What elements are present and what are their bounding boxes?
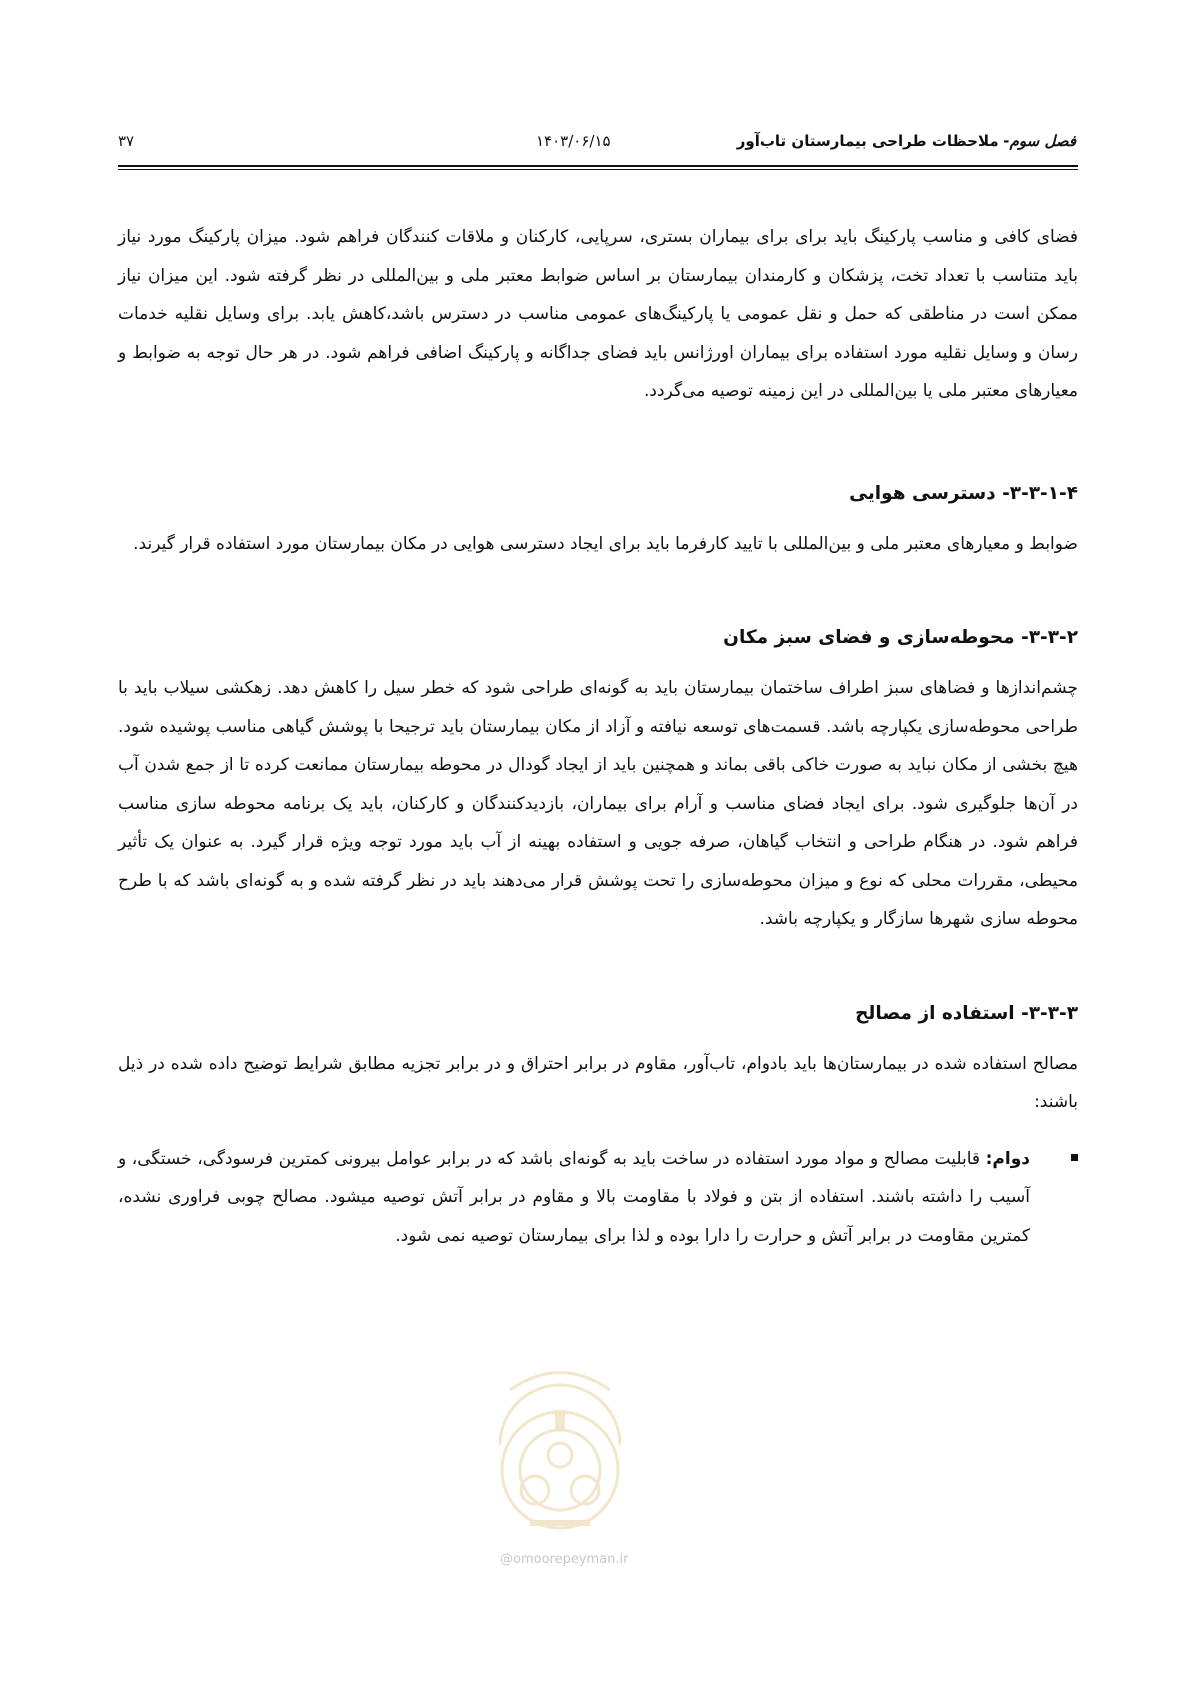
- bullet-list: [118, 1140, 1078, 1256]
- page-number: ۳۷: [118, 132, 135, 150]
- bullet-square-icon: [1071, 1154, 1078, 1161]
- chapter-label: فصل سوم-: [1003, 132, 1076, 150]
- chapter-title: [737, 132, 1076, 150]
- paragraph-parking: فضای کافی و مناسب پارکینگ باید برای برای بیماران بستری، سرپایی، کارکنان و ملاقات کنندگان فراهم شود. میزان پارکینگ مورد نیاز باید متناسب با تعداد تخت، پزشکان و کارمندان بیمارستان بر اساس ضوابط معتبر ملی و بین‌المللی در نظر گرفته شود. این میزان نیاز ممکن است در مناطقی که حمل و نقل عمومی یا پارکینگ‌های عمومی مناسب در دسترس باشد،کاهش یابد. برای وسایل نقلیه خدمات رسان و وسایل نقلیه مورد استفاده برای بیماران اورژانس باید فضای جداگانه و پارکینگ اضافی فراهم شود. در هر حال توجه به ضوابط و معیارهای معتبر ملی یا بین‌المللی در این زمینه توصیه می‌گردد.: [118, 227, 1078, 401]
- chapter-title-text: ملاحظات طراحی بیمارستان تاب‌آور: [736, 132, 999, 150]
- header-date: ۱۴۰۳/۰۶/۱۵: [536, 132, 611, 150]
- paragraph-landscaping: چشم‌اندازها و فضاهای سبز اطراف ساختمان بیمارستان باید به گونه‌ای طراحی شود که خطر سیل را کاهش دهد. زهکشی سیلاب باید با طراحی محوطه‌سازی یکپارچه باشد. قسمت‌های توسعه نیافته و آزاد از مکان بیمارستان باید ترجیحا با پوشش گیاهی مناسب پوشیده شود. هیچ بخشی از مکان نباید به صورت خاکی باقی بماند و همچنین باید از ایجاد گودال در محوطه بیمارستان ممانعت کرده تا از جمع شدن آب در آن‌ها جلوگیری شود. برای ایجاد فضای مناسب و آرام برای بیماران، بازدیدکنندگان و کارکنان، باید یک برنامه محوطه سازی مناسب فراهم شود. در هنگام طراحی و انتخاب گیاهان، صرفه جویی و استفاده بهینه از آب باید مورد توجه ویژه قرار گیرد. به عنوان یک تأثیر محیطی، مقررات محلی که نوع و میزان محوطه‌سازی را تحت پوشش قرار می‌دهند باید در نظر گرفته شده و به گونه‌ای باشد که با طرح محوطه سازی شهرها سازگار و یکپارچه باشد.: [118, 678, 1078, 929]
- paragraph-air-access: ضوابط و معیارهای معتبر ملی و بین‌المللی با تایید کارفرما باید برای ایجاد دسترسی هوایی در مکان بیمارستان مورد استفاده قرار گیرند.: [133, 533, 1078, 554]
- list-item: [118, 1140, 1078, 1256]
- section-heading-air-access: ۳-۳-۱-۴- دسترسی هوایی: [849, 482, 1078, 504]
- paragraph-materials: مصالح استفاده شده در بیمارستان‌ها باید بادوام، تاب‌آور، مقاوم در برابر احتراق و در برابر تجزیه مطابق شرایط توضیح داده شده در ذیل باشند:: [118, 1053, 1078, 1112]
- page-content: [118, 218, 1078, 1255]
- section-heading-landscaping: ۳-۳-۲- محوطه‌سازی و فضای سبز مکان: [723, 627, 1078, 648]
- header-divider: [118, 165, 1078, 170]
- watermark-text: @omoorepeyman.ir: [500, 1552, 629, 1567]
- page-header: [118, 128, 1076, 158]
- section-heading-materials: ۳-۳-۳- استفاده از مصالح: [855, 1002, 1078, 1024]
- bullet-text: قابلیت مصالح و مواد مورد استفاده در ساخت باید به گونه‌ای باشد که در برابر عوامل بیرونی کمترین فرسودگی، خستگی، و آسیب را داشته باشند. استفاده از بتن و فولاد با مقاومت بالا و مقاوم در برابر آتش توصیه میشود. مصالح چوبی فراوری نشده، کمترین مقاومت در برابر آتش و حرارت را دارا بوده و لذا برای بیمارستان توصیه نمی شود.: [118, 1148, 1030, 1246]
- watermark-logo-icon: [470, 1350, 650, 1560]
- bullet-term: دوام:: [985, 1148, 1030, 1169]
